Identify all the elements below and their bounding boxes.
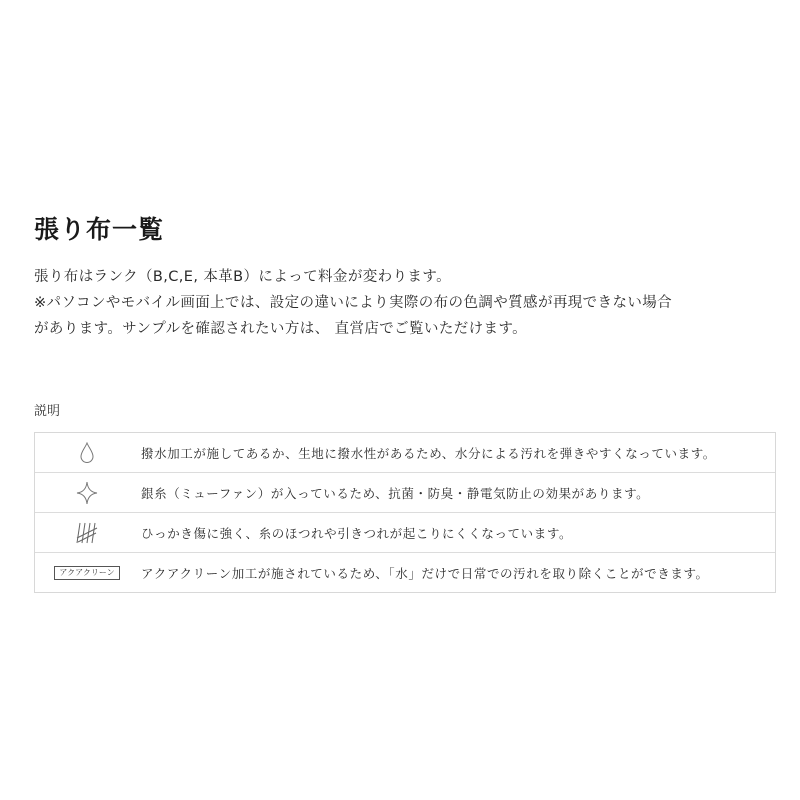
legend-row-text: 銀糸（ミューファン）が入っているため、抗菌・防臭・静電気防止の効果があります。 [141, 485, 650, 501]
legend-label: 説明 [34, 404, 61, 419]
intro-text [34, 264, 774, 342]
scratch-marks-icon [35, 513, 139, 552]
legend-row-silver-thread [35, 473, 775, 513]
legend-row-aqua-clean [35, 553, 775, 592]
sparkle-icon [35, 473, 139, 512]
legend-row-scratch-resistant [35, 513, 775, 553]
intro-line: ※パソコンやモバイル画面上では、設定の違いにより実際の布の色調や質感が再現できない場合 [34, 295, 673, 311]
aqua-clean-badge: アクアクリーン [54, 566, 119, 580]
legend-table [34, 432, 776, 593]
legend-row-text: 撥水加工が施してあるか、生地に撥水性があるため、水分による汚れを弾きやすくなっています。 [141, 445, 716, 461]
intro-line: があります。サンプルを確認されたい方は、 直営店でご覧いただけます。 [34, 321, 528, 337]
legend-row-water-repellent [35, 433, 775, 473]
legend-row-text: アクアクリーン加工が施されているため、「水」だけで日常での汚れを取り除くことができます。 [141, 565, 709, 581]
page-title: 張り布一覧 [34, 215, 165, 244]
water-drop-icon [35, 433, 139, 472]
legend-row-text: ひっかき傷に強く、糸のほつれや引きつれが起こりにくくなっています。 [141, 525, 573, 541]
intro-line: 張り布はランク（B,C,E, 本革B）によって料金が変わります。 [34, 269, 451, 285]
